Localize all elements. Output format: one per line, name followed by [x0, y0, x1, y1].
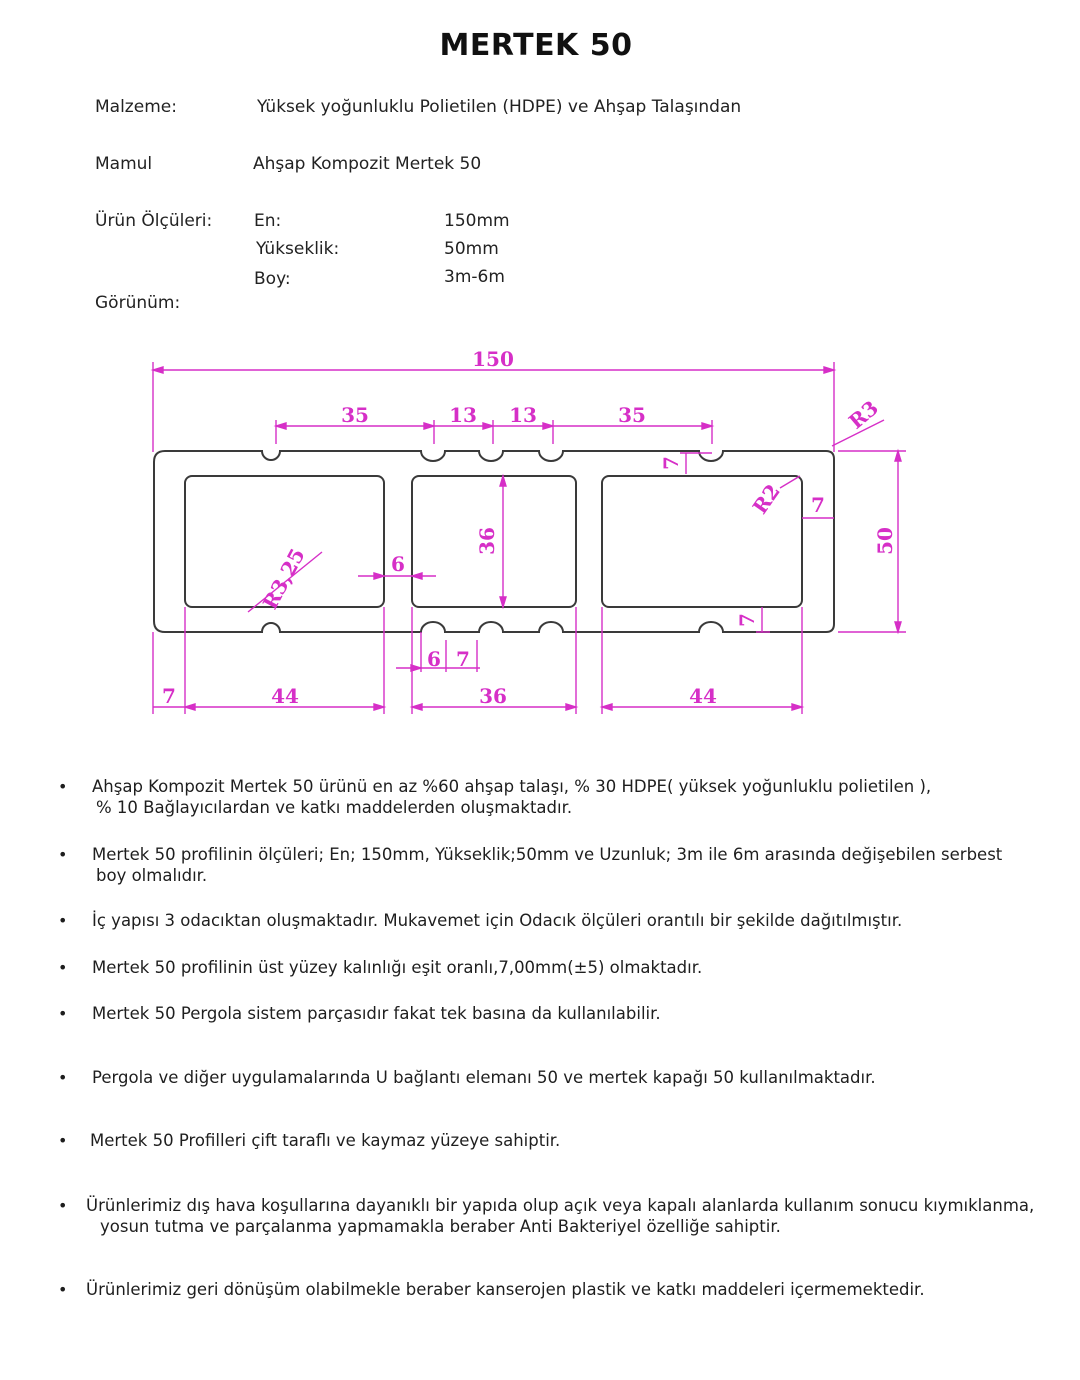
list-item-line: Mertek 50 profilinin üst yüzey kalınlığı eşit oranlı,7,00mm(±5) olmaktadır. [92, 958, 703, 977]
list-item-line: Ahşap Kompozit Mertek 50 ürünü en az %60 ahşap talaşı, % 30 HDPE( yüksek yoğunluklu polietilen ), [92, 777, 932, 796]
bullet-icon: • [58, 1004, 68, 1023]
dim-label-cell-height: 36 [475, 527, 499, 555]
width-label: En: [254, 211, 282, 231]
dim-label-top-35-right: 35 [618, 403, 646, 427]
dim-label-radius-inner: R2 [747, 479, 785, 519]
dim-label-bottom-7: 7 [456, 647, 470, 671]
material-value: Yüksek yoğunluklu Polietilen (HDPE) ve Ahşap Talaşından [257, 97, 742, 117]
dimension-labels [162, 347, 897, 708]
dimensions-label: Ürün Ölçüleri: [95, 211, 213, 231]
dim-label-radius-corner: R3,25 [257, 544, 310, 614]
profile-drawing [140, 340, 920, 720]
product-label: Mamul [95, 154, 153, 174]
length-value: 3m-6m [444, 267, 505, 287]
dim-label-wall-top: 7 [659, 456, 683, 470]
view-label: Görünüm: [95, 293, 181, 313]
height-label: Yükseklik: [256, 239, 340, 259]
bullet-icon: • [58, 911, 68, 930]
list-item-line: Ürünlerimiz dış hava koşullarına dayanıklı bir yapıda olup açık veya kapalı alanlarda kullanım sonucu kıymıklanma, [86, 1196, 1035, 1215]
height-value: 50mm [444, 239, 499, 259]
list-item-line: boy olmalıdır. [96, 866, 208, 885]
product-value: Ahşap Kompozit Mertek 50 [253, 154, 482, 174]
page-title: MERTEK 50 [439, 28, 633, 63]
dim-label-overall-width: 150 [472, 347, 514, 371]
list-item-line: yosun tutma ve parçalanma yapmamakla beraber Anti Bakteriyel özelliğe sahiptir. [100, 1217, 781, 1236]
dim-label-top-13-right: 13 [509, 403, 537, 427]
dim-label-top-13-left: 13 [449, 403, 477, 427]
list-item-line: Mertek 50 Profilleri çift taraflı ve kaymaz yüzeye sahiptir. [90, 1131, 561, 1150]
bullet-icon: • [58, 1196, 68, 1215]
width-value: 150mm [444, 211, 510, 231]
list-item-line: Ürünlerimiz geri dönüşüm olabilmekle beraber kanserojen plastik ve katkı maddeleri içermemektedir. [86, 1280, 925, 1299]
dim-label-bottom-44-left: 44 [271, 684, 299, 708]
dim-label-radius-outer: R3 [844, 395, 883, 434]
dim-label-wall-right: 7 [811, 493, 825, 517]
dim-label-rib: 6 [391, 552, 405, 576]
dim-label-bottom-6: 6 [427, 647, 441, 671]
bullet-icon: • [58, 777, 68, 796]
dim-label-height: 50 [873, 527, 897, 555]
material-label: Malzeme: [95, 97, 177, 117]
list-item-line: Mertek 50 Pergola sistem parçasıdır fakat tek basına da kullanılabilir. [92, 1004, 661, 1023]
length-label: Boy: [254, 269, 291, 289]
bullet-icon: • [58, 1068, 68, 1087]
list-item-line: Pergola ve diğer uygulamalarında U bağlantı elemanı 50 ve mertek kapağı 50 kullanılmaktadır. [92, 1068, 876, 1087]
dim-label-bottom-44-right: 44 [689, 684, 717, 708]
list-item-line: İç yapısı 3 odacıktan oluşmaktadır. Mukavemet için Odacık ölçüleri orantılı bir şekilde dağıtılmıştır. [92, 911, 903, 930]
list-item-line: % 10 Bağlayıcılardan ve katkı maddelerden oluşmaktadır. [96, 798, 573, 817]
dim-label-wall-bottom: 7 [735, 613, 759, 627]
dim-label-bottom-7-left: 7 [162, 684, 176, 708]
dim-label-bottom-36: 36 [479, 684, 507, 708]
list-item-line: Mertek 50 profilinin ölçüleri; En; 150mm, Yükseklik;50mm ve Uzunluk; 3m ile 6m arasında değişebilen serbest [92, 845, 1003, 864]
dim-label-top-35-left: 35 [341, 403, 369, 427]
bullet-icon: • [58, 845, 68, 864]
bullet-icon: • [58, 1131, 68, 1150]
bullet-icon: • [58, 958, 68, 977]
bullet-icon: • [58, 1280, 68, 1299]
